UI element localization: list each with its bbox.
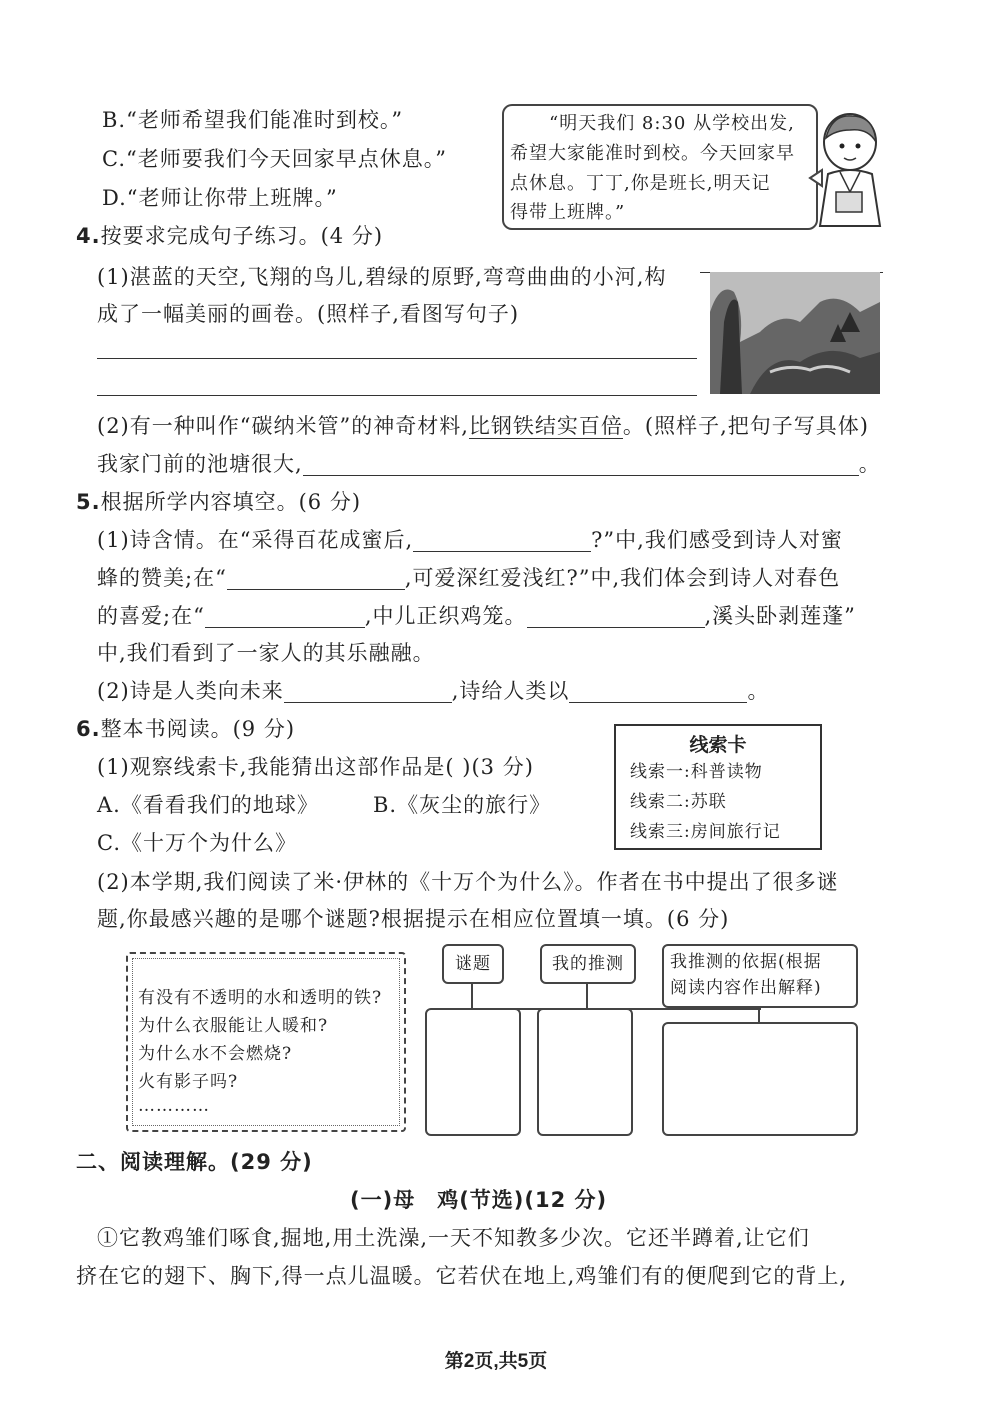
question-4-heading: 4.按要求完成句子练习。(4 分) — [76, 224, 384, 248]
teacher-illustration — [806, 108, 886, 228]
reason-answer-box[interactable] — [662, 1022, 858, 1136]
passage-para1-line1: ①它教鸡雏们啄食,掘地,用土洗澡,一天不知教多少次。它还半蹲着,让它们 — [97, 1226, 810, 1250]
speech-line: 希望大家能准时到校。今天回家早 — [510, 143, 795, 164]
guess-column-header: 我的推测 — [540, 944, 636, 984]
q6-option-b: B.《灰尘的旅行》 — [373, 793, 552, 817]
option-b: B.“老师希望我们能准时到校。” — [102, 108, 404, 132]
q6-part2-line2: 题,你最感兴趣的是哪个谜题?根据提示在相应位置填一填。(6 分) — [97, 907, 730, 931]
passage-title: (一)母 鸡(节选)(12 分) — [350, 1188, 608, 1212]
q4-part2-line1: (2)有一种叫作“碳纳米管”的神奇材料,比钢铁结实百倍。(照样子,把句子写具体) — [97, 414, 869, 438]
landscape-picture — [710, 272, 880, 394]
page-footer: 第2页,共5页 — [444, 1351, 548, 1372]
answer-line[interactable] — [97, 358, 697, 359]
q5-line5: (2)诗是人类向未来 ,诗给人类以 。 — [97, 679, 770, 703]
passage-para1-line2: 挤在它的翅下、胸下,得一点儿温暖。它若伏在地上,鸡雏们有的便爬到它的背上, — [76, 1264, 848, 1288]
question-5-heading: 5.根据所学内容填空。(6 分) — [76, 490, 362, 514]
speech-line: 得带上班牌。” — [510, 202, 626, 223]
option-d: D.“老师让你带上班牌。” — [102, 186, 338, 210]
underlined-phrase: 比钢铁结实百倍 — [468, 414, 623, 438]
speech-line: “明天我们 8:30 从学校出发, — [549, 113, 795, 134]
q4-part1-line1: (1)湛蓝的天空,飞翔的鸟儿,碧绿的原野,弯弯曲曲的小河,构 — [97, 265, 667, 289]
riddle-item: 有没有不透明的水和透明的铁? — [138, 988, 383, 1008]
q6-option-c: C.《十万个为什么》 — [97, 831, 297, 855]
teacher-speech-bubble — [502, 104, 818, 230]
section-2-heading: 二、阅读理解。(29 分) — [76, 1150, 313, 1174]
answer-blank[interactable] — [227, 567, 405, 590]
riddle-column-header: 谜题 — [442, 944, 504, 984]
reason-column-header: 我推测的依据(根据 阅读内容作出解释) — [662, 944, 858, 1008]
riddle-item: 为什么衣服能让人暖和? — [138, 1016, 329, 1036]
q5-line1: (1)诗含情。在“采得百花成蜜后, ?”中,我们感受到诗人对蜜 — [97, 528, 843, 552]
answer-line[interactable] — [97, 395, 697, 396]
riddle-ellipsis: ………… — [138, 1096, 210, 1116]
answer-blank[interactable] — [527, 605, 705, 628]
q4-part1-line2: 成了一幅美丽的画卷。(照样子,看图写句子) — [97, 302, 520, 326]
q6-option-a: A.《看看我们的地球》 — [97, 793, 319, 817]
riddle-list-box — [126, 952, 406, 1132]
guess-answer-box[interactable] — [537, 1008, 633, 1136]
q5-line3: 的喜爱;在“ ,中儿正织鸡笼。 ,溪头卧剥莲蓬” — [97, 604, 856, 628]
clue-item: 线索二:苏联 — [630, 792, 727, 812]
riddle-item: 火有影子吗? — [138, 1072, 239, 1092]
answer-blank[interactable] — [205, 605, 365, 628]
answer-blank[interactable] — [569, 680, 747, 703]
q5-line4: 中,我们看到了一家人的其乐融融。 — [97, 641, 435, 665]
q5-line2: 蜂的赞美;在“ ,可爱深红爱浅红?”中,我们体会到诗人对春色 — [97, 566, 841, 590]
question-6-heading: 6.整本书阅读。(9 分) — [76, 717, 296, 741]
clue-item: 线索一:科普读物 — [630, 762, 763, 782]
q6-part2-line1: (2)本学期,我们阅读了米·伊林的《十万个为什么》。作者在书中提出了很多谜 — [97, 870, 839, 894]
riddle-item: 为什么水不会燃烧? — [138, 1044, 293, 1064]
speech-line: 点休息。丁丁,你是班长,明天记 — [510, 173, 771, 194]
q6-part1: (1)观察线索卡,我能猜出这部作品是( )(3 分) — [97, 755, 534, 779]
riddle-answer-box[interactable] — [425, 1008, 521, 1136]
q4-part2-line2: 我家门前的池塘很大, 。 — [97, 452, 881, 476]
answer-blank[interactable] — [284, 680, 452, 703]
clue-item: 线索三:房间旅行记 — [630, 822, 781, 842]
answer-blank[interactable] — [413, 529, 591, 552]
option-c: C.“老师要我们今天回家早点休息。” — [102, 147, 447, 171]
clue-card — [614, 724, 822, 850]
answer-blank[interactable] — [303, 453, 859, 476]
clue-card-title: 线索卡 — [689, 734, 747, 756]
